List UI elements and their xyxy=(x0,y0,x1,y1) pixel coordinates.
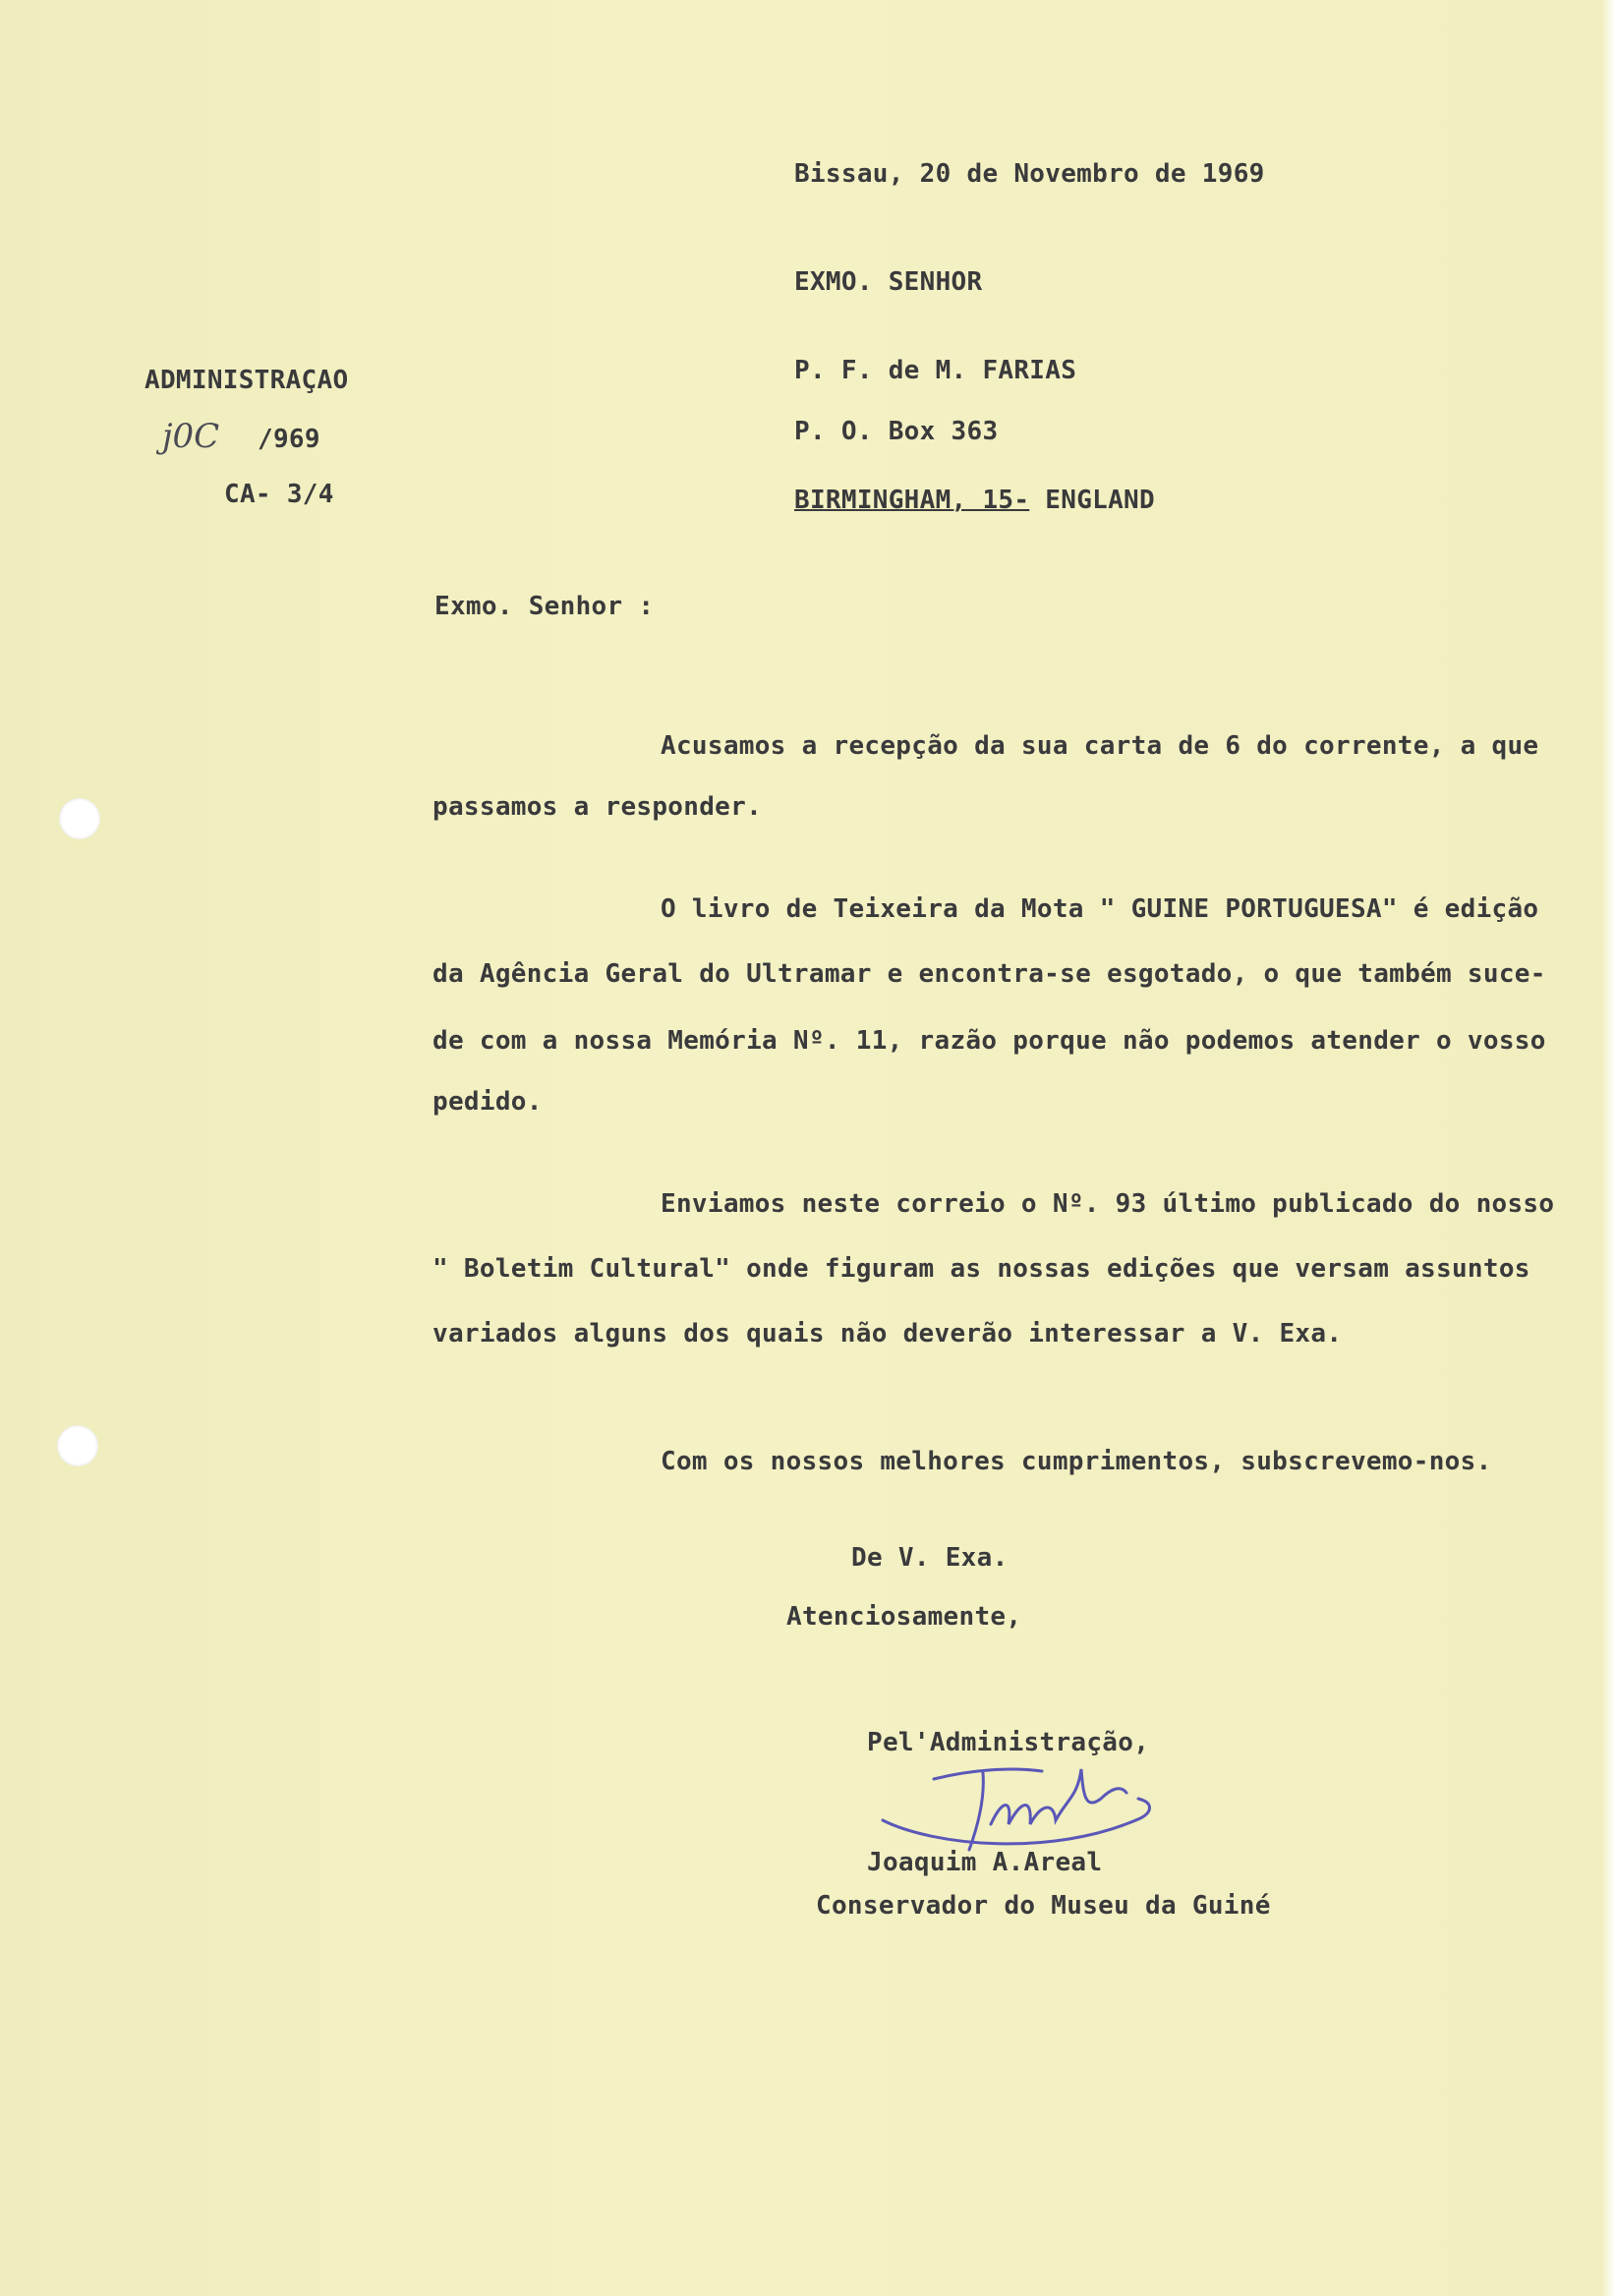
signatory-title: Conservador do Museu da Guiné xyxy=(816,1891,1271,1921)
punch-hole xyxy=(57,1425,98,1466)
paragraph-3-line: variados alguns dos quais não deverão interessar a V. Exa. xyxy=(433,1319,1343,1349)
greeting: Exmo. Senhor : xyxy=(434,592,655,621)
reference-handwritten-number: j0C xyxy=(162,417,220,456)
paragraph-2-line: pedido. xyxy=(433,1087,543,1117)
reference-year: /969 xyxy=(258,425,320,454)
paragraph-1-line: Acusamos a recepção da sua carta de 6 do corrente, a que xyxy=(661,731,1539,761)
recipient-country: ENGLAND xyxy=(1045,486,1155,515)
recipient-salutation: EXMO. SENHOR xyxy=(794,267,983,297)
paragraph-1-line: passamos a responder. xyxy=(433,792,763,822)
paragraph-2-line: de com a nossa Memória Nº. 11, razão porque não podemos atender o vosso xyxy=(433,1026,1546,1056)
closing-on-behalf: Pel'Administração, xyxy=(867,1728,1150,1757)
dateline: Bissau, 20 de Novembro de 1969 xyxy=(794,159,1265,189)
punch-hole xyxy=(59,798,100,839)
closing-line-2: Atenciosamente, xyxy=(786,1602,1022,1632)
recipient-city-prefix: BIRMINGHAM, 15- xyxy=(794,486,1030,515)
recipient-box: P. O. Box 363 xyxy=(794,417,999,446)
signatory-name: Joaquim A.Areal xyxy=(867,1848,1103,1877)
paragraph-3-line: " Boletim Cultural" onde figuram as nossas edições que versam assuntos xyxy=(433,1254,1530,1284)
paragraph-2-line: da Agência Geral do Ultramar e encontra-se esgotado, o que também suce- xyxy=(433,959,1546,989)
closing-line-1: De V. Exa. xyxy=(851,1543,1009,1573)
paragraph-4-line: Com os nossos melhores cumprimentos, subscrevemo-nos. xyxy=(661,1447,1492,1476)
paper-edge xyxy=(1601,0,1615,2296)
paragraph-3-line: Enviamos neste correio o Nº. 93 último publicado do nosso xyxy=(661,1189,1555,1219)
paragraph-2-line: O livro de Teixeira da Mota " GUINE PORTUGUESA" é edição xyxy=(661,894,1539,924)
recipient-city xyxy=(794,486,1155,515)
reference-code: CA- 3/4 xyxy=(224,480,334,509)
recipient-name: P. F. de M. FARIAS xyxy=(794,356,1077,385)
reference-department: ADMINISTRAÇAO xyxy=(144,366,349,395)
